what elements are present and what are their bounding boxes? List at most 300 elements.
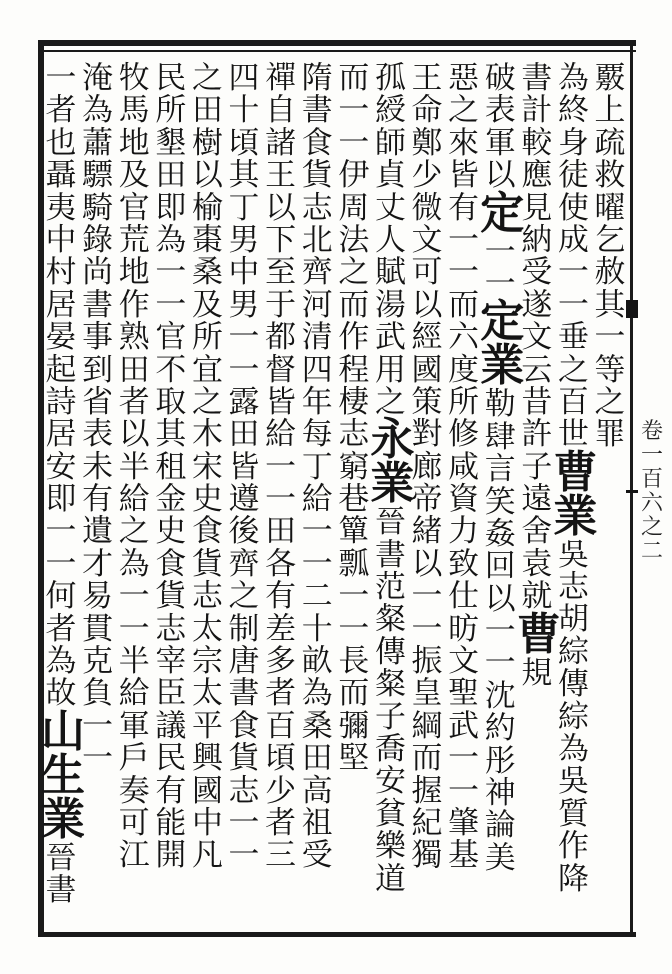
character: 師 — [374, 124, 406, 161]
character: 約 — [484, 710, 516, 747]
character: 姦 — [484, 515, 516, 552]
character: 田 — [155, 157, 187, 194]
character: 國 — [411, 351, 443, 388]
character: 官 — [155, 319, 187, 356]
character: 度 — [448, 351, 480, 388]
character: 基 — [448, 837, 480, 874]
character: 廊 — [411, 448, 443, 485]
character: 一 — [557, 254, 589, 291]
character: 即 — [45, 481, 77, 518]
character: 以 — [191, 157, 223, 194]
character: 畝 — [301, 643, 333, 680]
character: 遠 — [521, 481, 553, 518]
character: 各 — [265, 545, 297, 582]
character: 為 — [557, 60, 589, 96]
character: 作 — [118, 286, 150, 323]
character: 平 — [191, 707, 223, 744]
character: 規 — [521, 654, 553, 691]
character: 給 — [118, 481, 150, 518]
character: 彤 — [484, 742, 516, 779]
character: 文 — [448, 643, 480, 680]
top-inner-rule — [38, 50, 636, 52]
character: 食 — [228, 707, 260, 744]
character: 負 — [82, 675, 114, 712]
character: 于 — [265, 286, 297, 323]
character: 督 — [265, 351, 297, 388]
character: 修 — [448, 416, 480, 453]
character: 能 — [155, 804, 187, 841]
text-column — [370, 60, 415, 897]
character: 差 — [265, 610, 297, 647]
character: 山 — [41, 705, 85, 757]
character: 半 — [118, 643, 150, 680]
text-column — [114, 62, 154, 872]
character: 之 — [374, 383, 406, 420]
text-column — [334, 62, 374, 775]
character: 赦 — [594, 254, 626, 291]
character: 有 — [448, 189, 480, 226]
character: 男 — [228, 221, 260, 258]
character: 國 — [191, 772, 223, 809]
character: 用 — [374, 351, 406, 388]
character: 而 — [338, 60, 370, 96]
character: 之 — [594, 383, 626, 420]
character: 齊 — [228, 545, 260, 582]
character: 及 — [191, 286, 223, 323]
character: 清 — [301, 319, 333, 356]
character: 晉 — [45, 839, 77, 876]
character: 湯 — [374, 286, 406, 323]
character: 法 — [338, 221, 370, 258]
character: 乞 — [594, 221, 626, 258]
character: 貨 — [191, 545, 223, 582]
character: 肇 — [448, 804, 480, 841]
character: 來 — [448, 124, 480, 161]
character: 業 — [41, 793, 85, 845]
character: 者 — [265, 804, 297, 841]
character: 降 — [557, 860, 589, 897]
character: 宰 — [155, 643, 187, 680]
character: 力 — [448, 513, 480, 550]
text-column — [590, 62, 630, 451]
character: 者 — [45, 610, 77, 647]
character: 資 — [448, 481, 480, 518]
character: 田 — [301, 740, 333, 777]
character: 給 — [118, 675, 150, 712]
character: 人 — [374, 221, 406, 258]
character: 食 — [301, 124, 333, 161]
character: 居 — [45, 286, 77, 323]
character: 瓢 — [338, 545, 370, 582]
character: 何 — [45, 578, 77, 615]
character: 皇 — [411, 675, 443, 712]
character: 志 — [191, 578, 223, 615]
character: 軍 — [484, 124, 516, 161]
text-column — [444, 62, 484, 872]
character: 者 — [118, 383, 150, 420]
character: 晉 — [374, 504, 406, 541]
character: 子 — [521, 448, 553, 485]
character: 神 — [484, 775, 516, 812]
character: 對 — [411, 416, 443, 453]
character: 世 — [557, 416, 589, 453]
character: 志 — [338, 416, 370, 453]
character: 四 — [301, 351, 333, 388]
character: 微 — [411, 189, 443, 226]
character: 丁 — [301, 448, 333, 485]
character: 少 — [265, 772, 297, 809]
character: 露 — [228, 383, 260, 420]
character: 一 — [448, 254, 480, 291]
text-column — [41, 60, 85, 909]
character: 一 — [411, 578, 443, 615]
character: 書 — [228, 675, 260, 712]
character: 曹 — [553, 446, 598, 498]
character: 臣 — [155, 675, 187, 712]
character: 少 — [411, 157, 443, 194]
character: 仕 — [448, 578, 480, 615]
character: 書 — [374, 536, 406, 573]
character: 馬 — [118, 92, 150, 129]
character: 史 — [155, 513, 187, 550]
character: 一 — [265, 448, 297, 485]
character: 租 — [155, 448, 187, 485]
character: 晏 — [45, 319, 77, 356]
character: 一 — [228, 804, 260, 841]
character: 肆 — [484, 418, 516, 455]
character: 罪 — [594, 416, 626, 453]
character: 志 — [557, 569, 589, 606]
character: 至 — [265, 254, 297, 291]
text-column — [553, 60, 598, 897]
character: 食 — [191, 513, 223, 550]
character: 巷 — [338, 481, 370, 518]
character: 樂 — [374, 828, 406, 865]
character: 史 — [191, 481, 223, 518]
character: 許 — [521, 416, 553, 453]
character: 以 — [118, 416, 150, 453]
character: 有 — [265, 578, 297, 615]
character: 志 — [228, 772, 260, 809]
character: 表 — [484, 92, 516, 129]
character: 二 — [301, 578, 333, 615]
character: 惡 — [448, 60, 480, 96]
character: 都 — [265, 319, 297, 356]
margin-label — [632, 420, 672, 564]
character: 美 — [484, 839, 516, 876]
character: 孤 — [374, 60, 406, 96]
character: 貫 — [82, 610, 114, 647]
character: 救 — [594, 157, 626, 194]
character: 太 — [191, 610, 223, 647]
character: 綜 — [557, 698, 589, 735]
character: 男 — [228, 286, 260, 323]
character: 范 — [374, 569, 406, 606]
character: 一 — [338, 578, 370, 615]
character: 袁 — [521, 545, 553, 582]
character: 王 — [411, 60, 443, 96]
character: 田 — [118, 351, 150, 388]
character: 貨 — [228, 740, 260, 777]
character: 成 — [557, 221, 589, 258]
character: 遂 — [521, 286, 553, 323]
text-column — [224, 62, 264, 872]
character: 貨 — [301, 157, 333, 194]
character: 棲 — [338, 383, 370, 420]
text-column — [151, 62, 191, 872]
character: 終 — [557, 92, 589, 129]
character: 為 — [557, 731, 589, 768]
text-column — [297, 62, 337, 872]
character: 貧 — [374, 795, 406, 832]
character: 興 — [191, 740, 223, 777]
character: 祖 — [301, 804, 333, 841]
character: 半 — [118, 448, 150, 485]
character: 勒 — [484, 386, 516, 423]
character: 易 — [82, 578, 114, 615]
character: 賦 — [374, 254, 406, 291]
character: 河 — [301, 286, 333, 323]
character: 質 — [557, 795, 589, 832]
character: 作 — [557, 828, 589, 865]
character: 一 — [118, 578, 150, 615]
character: 百 — [265, 707, 297, 744]
character: 生 — [41, 749, 85, 801]
character: 書 — [301, 92, 333, 129]
character: 定 — [480, 187, 525, 239]
character: 緒 — [411, 513, 443, 550]
character: 獨 — [411, 837, 443, 874]
character: 一 — [45, 513, 77, 550]
character: 策 — [411, 383, 443, 420]
character: 子 — [374, 698, 406, 735]
margin-char: 一 — [640, 443, 663, 468]
character: 聖 — [448, 675, 480, 712]
character: 經 — [411, 319, 443, 356]
character: 一 — [484, 613, 516, 650]
character: 未 — [82, 448, 114, 485]
character: 隋 — [301, 60, 333, 96]
character: 一 — [557, 286, 589, 323]
character: 定 — [480, 296, 525, 348]
character: 聶 — [45, 157, 77, 194]
character: 而 — [411, 740, 443, 777]
character: 之 — [557, 351, 589, 388]
character: 貞 — [374, 157, 406, 194]
character: 一 — [338, 610, 370, 647]
character: 北 — [301, 221, 333, 258]
character: 疏 — [594, 124, 626, 161]
character: 丈 — [374, 189, 406, 226]
character: 淹 — [82, 60, 114, 96]
character: 貨 — [155, 578, 187, 615]
character: 田 — [265, 513, 297, 550]
character: 而 — [338, 286, 370, 323]
character: 一 — [118, 610, 150, 647]
character: 簞 — [338, 513, 370, 550]
character: 江 — [118, 837, 150, 874]
character: 一 — [448, 740, 480, 777]
character: 曜 — [594, 189, 626, 226]
character: 為 — [301, 675, 333, 712]
character: 遵 — [228, 481, 260, 518]
character: 舍 — [521, 513, 553, 550]
character: 議 — [155, 707, 187, 744]
character: 者 — [45, 92, 77, 129]
character: 其 — [228, 157, 260, 194]
character: 一 — [301, 545, 333, 582]
character: 民 — [155, 60, 187, 96]
character: 遺 — [82, 513, 114, 550]
character: 丁 — [228, 189, 260, 226]
character: 受 — [301, 837, 333, 874]
character: 之 — [191, 383, 223, 420]
character: 業 — [480, 340, 525, 392]
character: 夷 — [45, 189, 77, 226]
character: 破 — [484, 60, 516, 96]
bottom-border-rule — [38, 932, 636, 937]
character: 桑 — [301, 707, 333, 744]
character: 之 — [118, 513, 150, 550]
character: 唐 — [228, 643, 260, 680]
character: 書 — [521, 60, 553, 96]
character: 可 — [411, 254, 443, 291]
character: 傳 — [557, 666, 589, 703]
character: 回 — [484, 548, 516, 585]
character: 其 — [594, 286, 626, 323]
character: 即 — [155, 189, 187, 226]
character: 及 — [118, 157, 150, 194]
character: 中 — [228, 254, 260, 291]
text-column — [78, 62, 118, 775]
character: 命 — [411, 92, 443, 129]
character: 有 — [82, 481, 114, 518]
character: 周 — [338, 189, 370, 226]
character: 武 — [374, 319, 406, 356]
character: 文 — [521, 319, 553, 356]
character: 為 — [45, 643, 77, 680]
character: 振 — [411, 643, 443, 680]
character: 自 — [265, 92, 297, 129]
character: 官 — [118, 189, 150, 226]
character: 一 — [338, 92, 370, 129]
character: 百 — [557, 383, 589, 420]
character: 一 — [228, 319, 260, 356]
character: 武 — [448, 707, 480, 744]
character: 致 — [448, 545, 480, 582]
character: 太 — [191, 675, 223, 712]
character: 取 — [155, 383, 187, 420]
character: 所 — [448, 383, 480, 420]
character: 道 — [374, 860, 406, 897]
character: 之 — [228, 578, 260, 615]
character: 志 — [301, 189, 333, 226]
character: 永 — [370, 414, 415, 466]
character: 一 — [228, 351, 260, 388]
character: 粲 — [374, 601, 406, 638]
character: 之 — [338, 254, 370, 291]
character: 到 — [82, 351, 114, 388]
character: 熟 — [118, 319, 150, 356]
character: 身 — [557, 124, 589, 161]
character: 上 — [594, 92, 626, 129]
character: 覈 — [594, 60, 626, 96]
character: 作 — [338, 319, 370, 356]
character: 者 — [265, 675, 297, 712]
character: 堅 — [338, 740, 370, 777]
character: 一 — [411, 610, 443, 647]
character: 有 — [155, 772, 187, 809]
character: 一 — [45, 545, 77, 582]
character: 程 — [338, 351, 370, 388]
character: 綬 — [374, 92, 406, 129]
character: 以 — [484, 157, 516, 194]
character: 省 — [82, 383, 114, 420]
margin-char: 二 — [640, 539, 663, 564]
character: 言 — [484, 451, 516, 488]
character: 書 — [45, 872, 77, 909]
character: 宋 — [191, 448, 223, 485]
character: 地 — [118, 254, 150, 291]
character: 凡 — [191, 837, 223, 874]
character: 錄 — [82, 221, 114, 258]
character: 為 — [155, 221, 187, 258]
character: 年 — [301, 383, 333, 420]
character: 一 — [228, 837, 260, 874]
character: 軍 — [118, 707, 150, 744]
character: 吳 — [557, 763, 589, 800]
character: 納 — [521, 221, 553, 258]
character: 一 — [155, 254, 187, 291]
character: 云 — [521, 351, 553, 388]
character: 而 — [338, 675, 370, 712]
character: 地 — [118, 124, 150, 161]
character: 尚 — [82, 254, 114, 291]
character: 王 — [265, 157, 297, 194]
character: 見 — [521, 189, 553, 226]
character: 故 — [45, 675, 77, 712]
character: 業 — [370, 458, 415, 510]
character: 受 — [521, 254, 553, 291]
character: 握 — [411, 772, 443, 809]
character: 每 — [301, 416, 333, 453]
character: 安 — [374, 763, 406, 800]
character: 長 — [338, 643, 370, 680]
character: 十 — [301, 610, 333, 647]
character: 一 — [265, 481, 297, 518]
character: 牧 — [118, 60, 150, 96]
text-column — [480, 60, 525, 876]
character: 而 — [448, 286, 480, 323]
character: 業 — [553, 490, 598, 542]
character: 中 — [45, 221, 77, 258]
character: 一 — [484, 265, 516, 302]
character: 一 — [484, 233, 516, 270]
character: 四 — [228, 60, 260, 96]
character: 其 — [155, 416, 187, 453]
character: 田 — [191, 92, 223, 129]
character: 諸 — [265, 124, 297, 161]
character: 以 — [411, 286, 443, 323]
margin-char: 六 — [640, 491, 663, 516]
character: 曹 — [516, 608, 561, 660]
character: 一 — [448, 772, 480, 809]
character: 以 — [265, 189, 297, 226]
character: 鄭 — [411, 124, 443, 161]
character: 給 — [265, 416, 297, 453]
character: 多 — [265, 643, 297, 680]
character: 應 — [521, 157, 553, 194]
